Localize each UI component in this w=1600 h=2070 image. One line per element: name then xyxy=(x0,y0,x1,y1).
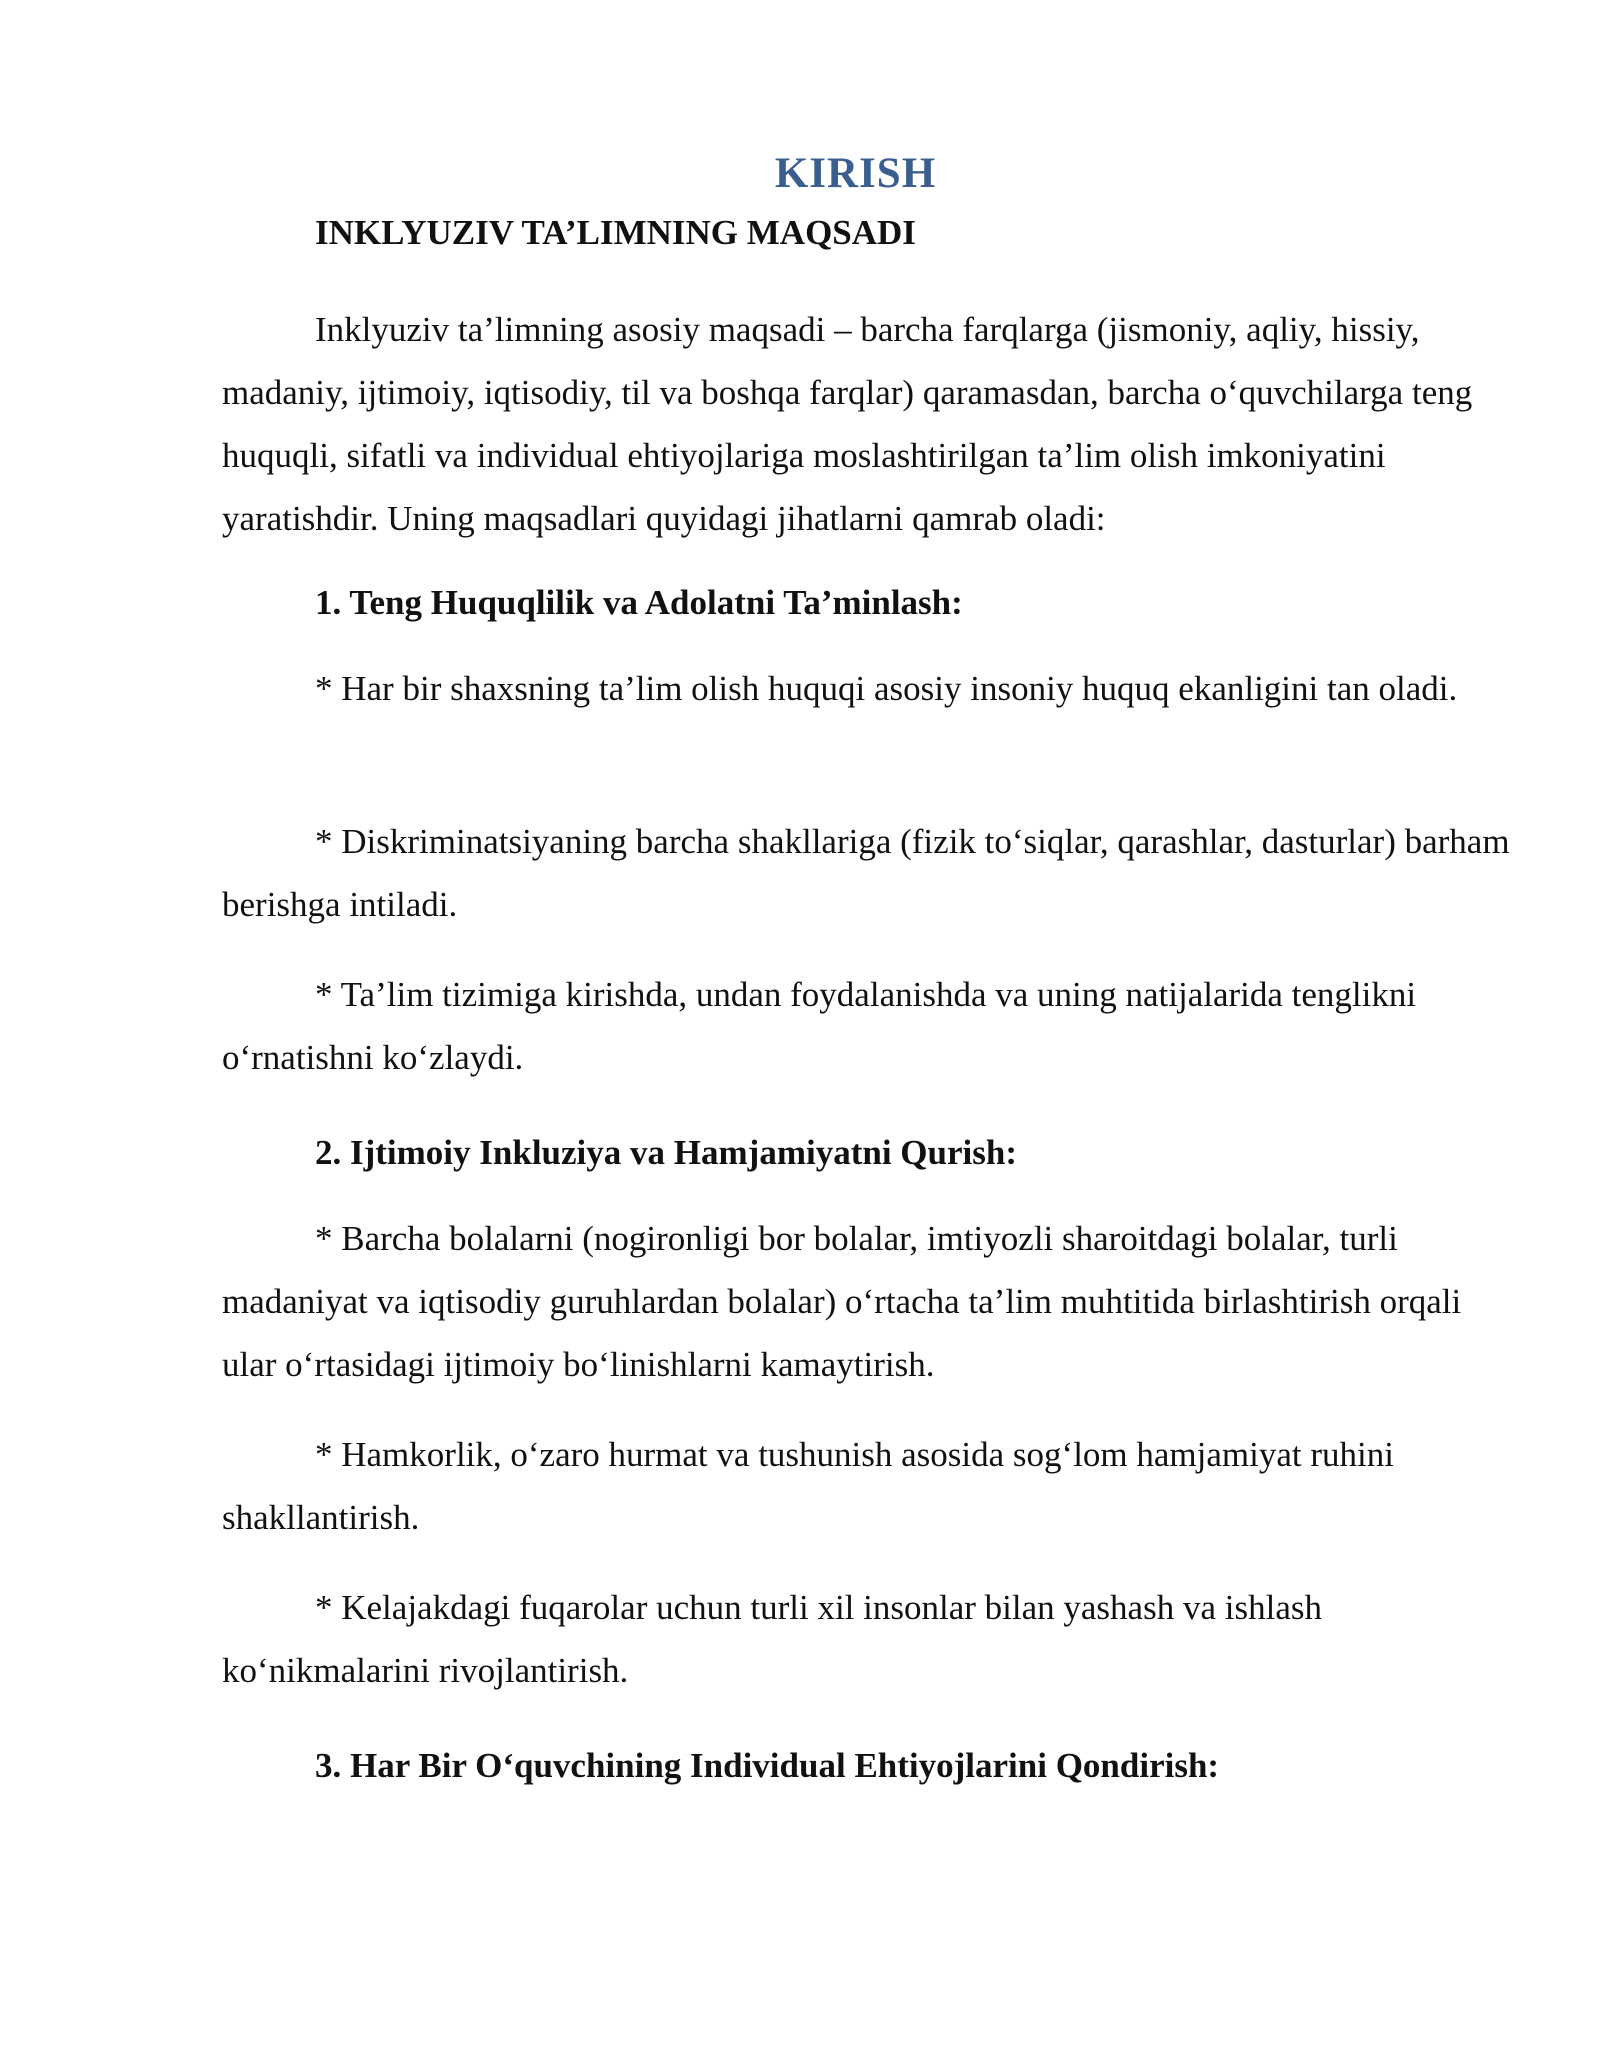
bullet-paragraph: * Kelajakdagi fuqarolar uchun turli xil insonlar bilan yashash va ishlash ko‘nikmalarini rivojlantirish. xyxy=(222,1588,1322,1690)
section-subtitle: INKLYUZIV TA’LIMNING MAQSADI xyxy=(315,213,916,252)
bullet-paragraph: * Hamkorlik, o‘zaro hurmat va tushunish asosida sog‘lom hamjamiyat ruhini shakllantirish. xyxy=(222,1435,1394,1537)
bullet-paragraph: * Barcha bolalarni (nogironligi bor bolalar, imtiyozli sharoitdagi bolalar, turli madaniyat va iqtisodiy guruhlardan bolalar) o‘rtacha ta’lim muhtitida birlashtirish orqali ular o‘rtasidagi ijtimoiy bo‘linishlarni kamaytirish. xyxy=(222,1219,1462,1384)
section-heading-2: 2. Ijtimoiy Inkluziya va Hamjamiyatni Qurish: xyxy=(315,1133,1017,1172)
intro-paragraph: Inklyuziv ta’limning asosiy maqsadi – barcha farqlarga (jismoniy, aqliy, hissiy, madaniy, ijtimoiy, iqtisodiy, til va boshqa farqlar) qaramasdan, barcha o‘quvchilarga teng huquqli, sifatli va individual ehtiyojlariga moslashtirilgan ta’lim olish imkoniyatini yaratishdir. Uning maqsadlari quyidagi jihatlarni qamrab oladi: xyxy=(222,310,1473,538)
bullet-paragraph: * Ta’lim tizimiga kirishda, undan foydalanishda va uning natijalarida tenglikni o‘rnatishni ko‘zlaydi. xyxy=(222,975,1417,1077)
page-title: KIRISH xyxy=(774,150,937,197)
section-heading-3: 3. Har Bir O‘quvchining Individual Ehtiyojlarini Qondirish: xyxy=(315,1746,1220,1785)
bullet-paragraph: * Diskriminatsiyaning barcha shakllariga (fizik to‘siqlar, qarashlar, dasturlar) barham berishga intiladi. xyxy=(222,822,1510,924)
bullet-paragraph: * Har bir shaxsning ta’lim olish huquqi asosiy insoniy huquq ekanligini tan oladi. xyxy=(315,669,1458,708)
section-heading-1: 1. Teng Huquqlilik va Adolatni Ta’minlash: xyxy=(315,583,963,622)
